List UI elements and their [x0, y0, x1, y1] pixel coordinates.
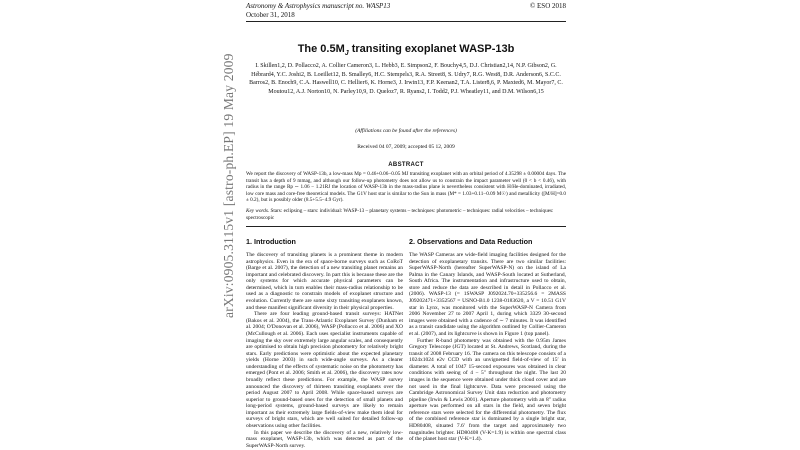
- arxiv-stamp: arXiv:0905.3115v1 [astro-ph.EP] 19 May 2009: [221, 53, 236, 318]
- author-list: I. Skillen1,2, D. Pollacco2, A. Collier Cameron3, L. Hebb3, E. Simpson2, F. Bouchy4,5, D.J. Christian2,14, N.P. Gibson2, G. Hébrard4, Y.C. Joshi2, B. Loeillet12, B. Smalley6, H.C. Stempels3, R.A. Street8, S. Udry7, R.G. West8, D.R. Anderson6, S.C.C. Barros2, B. Enoch9, C.A. Haswell10, C. Hellier6, K. Horne3, J. Irwin13, F.P. Keenan2, T.A. Lister8,6, P. Maxted6, M. Mayor7, C. Moutou12, A.J. Norton10, N. Parley10,9, D. Queloz7, R. Ryans2, I. Todd2, P.J. Wheatley11, and D.M. Wilson6,15: [249, 63, 563, 95]
- affiliations-note: (Affiliations can be found after the references): [355, 128, 457, 134]
- journal-line: Astronomy & Astrophysics manuscript no. WASP13: [246, 2, 391, 10]
- left-column: [246, 237, 403, 449]
- keywords-label: Key words.: [246, 208, 270, 214]
- received-dates: Received 04 07, 2009; accepted 05 12, 2009: [357, 144, 455, 150]
- paragraph: In this paper we describe the discovery of a new, relatively low-mass exoplanet, WASP-13b, which was detected as part of the SuperWASP-North survey.: [246, 429, 403, 449]
- title-subscript: J: [344, 50, 349, 58]
- title-rest: transiting exoplanet WASP-13b: [348, 43, 515, 55]
- header-date: October 31, 2018: [246, 11, 295, 19]
- header-rule: [246, 21, 566, 22]
- section-heading-observations: 2. Observations and Data Reduction: [409, 237, 533, 246]
- right-column: [409, 237, 566, 443]
- abstract-rule: [246, 226, 566, 227]
- keywords: [246, 208, 566, 221]
- abstract-text: We report the discovery of WASP-13b, a low-mass Mp = 0.46+0.06−0.05 MJ transiting exoplanet with an orbital period of 4.35298 ± 0.00004 days. The transit has a depth of 9 mmag, and although our follow-up photometry does not allow us to constrain the impact parameter well (0 < b < 0.46), with radius in the range Rp ∼ 1.06 − 1.21RJ the location of WASP-13b in the mass-radius plane is nevertheless consistent with H/He-dominated, irradiated, low core mass and core-free theoretical models. The G1V host star is similar to the Sun in mass (M* = 1.03+0.11−0.09 M☉) and metallicity ([M/H]=0.0 ± 0.2), but is possibly older (8.5+5.5−4.9 Gyr).: [246, 171, 566, 204]
- paragraph: The discovery of transiting planets is a prominent theme in modern astrophysics. Even in the era of space-borne surveys such as CoRoT (Barge et al. 2007), the detection of a new transiting planet remains an important and celebrated discovery. In part this is because these are the only systems for which accurate physical parameters can be determined, which in turn enables their mass-radius relationship to be used as a diagnostic to constrain models of exoplanet structure and evolution. Currently there are some sixty transiting exoplanets known, and these manifest significant diversity in their physical properties.: [246, 252, 403, 311]
- paragraph: Further R-band photometry was obtained with the 0.95m James Gregory Telescope (JGT) located at St. Andrews, Scotland, during the transit of 2008 February 16. The camera on this telescope consists of a 1024x1024 e2v CCD with an unvignetted field-of-view of 15′ in diameter. A total of 1047 15-second exposures was obtained in clear conditions with seeing of 4 − 5″ throughout the night. The last 20 images in the sequence were obtained under thick cloud cover and are not used in the final lightcurve. Data were processed using the Cambridge Astronomical Survey Unit data reduction and photometry pipeline (Irwin & Lewis 2001). Aperture photometry with an 8″ radius aperture was performed on all stars in the field, and seven bright reference stars were selected for the differential photometry. The flux of the combined reference star is dominated by a single bright star, HD80408, situated 7.6′ from the target and approximately two magnitudes brighter. HD80408 (V-K=1.9) is within one spectral class of the planet host star (V-K=1.4).: [409, 337, 566, 443]
- paper-title: [246, 43, 566, 57]
- paragraph: The WASP Cameras are wide-field imaging facilities designed for the detection of exoplanetary transits. There are two similar facilities: SuperWASP-North (hereafter SuperWASP-N) on the island of La Palma in the Canary Islands, and WASP-South located at Sutherland, South Africa. The instrumentation and infrastructure used to obtain, store and reduce the data are described in detail in Pollacco et al. (2006). WASP-13 (= 1SWASP J092024.70+335256.6 = 2MASS J09202471+3352567 = USNO-B1.0 1238-0183620, a V = 10.51 G1V star in Lynx, was monitored with the SuperWASP-N Camera from 2006 November 27 to 2007 April 1, during which 3329 30-second images were obtained with a cadence of ∼ 7 minutes. It was identified as a transit candidate using the algorithm outlined by Collier-Cameron et al. (2007), and its lightcurve is shown in Figure 1 (top panel).: [409, 252, 566, 337]
- copyright-notice: © ESO 2018: [529, 2, 566, 10]
- paragraph: There are four leading ground-based transit surveys: HATNet (Bakos et al. 2004), the Trans-Atlantic Exoplanet Survey (Dunham et al. 2004; O'Donovan et al. 2006), WASP (Pollacco et al. 2006) and XO (McCullough et al. 2006). Each uses specialist instruments capable of imaging the sky over extremely large angular scales, and consequently are optimised to obtain high precision photometry for relatively bright stars. Early predictions were optimistic about the expected planetary yields (Horne 2003) in such wide-angle surveys. As a clearer understanding of the effects of systematic noise on the photometry has emerged (Pont et al. 2006; Smith et al. 2006), the discovery rates now broadly reflect these predictions. For example, the WASP survey announced the discovery of thirteen transiting exoplanets over the period August 2007 to April 2008. While space-based surveys are superior to ground-based ones for the detection of small planets and long-period systems, ground-based surveys are likely to remain important as their extremely large fields-of-view make them ideal for surveys of bright stars, which are well suited for detailed follow-up observations using other facilities.: [246, 311, 403, 430]
- title-part: The 0.5M: [297, 43, 345, 55]
- running-header: [246, 2, 390, 20]
- abstract-heading: ABSTRACT: [388, 162, 424, 168]
- section-heading-introduction: 1. Introduction: [246, 237, 296, 246]
- keywords-text: Stars: eclipsing – stars: individual: WASP-13 – planetary systems – techniques: photometric – techniques: radial velocities – techniques: spectroscopic: [246, 208, 554, 221]
